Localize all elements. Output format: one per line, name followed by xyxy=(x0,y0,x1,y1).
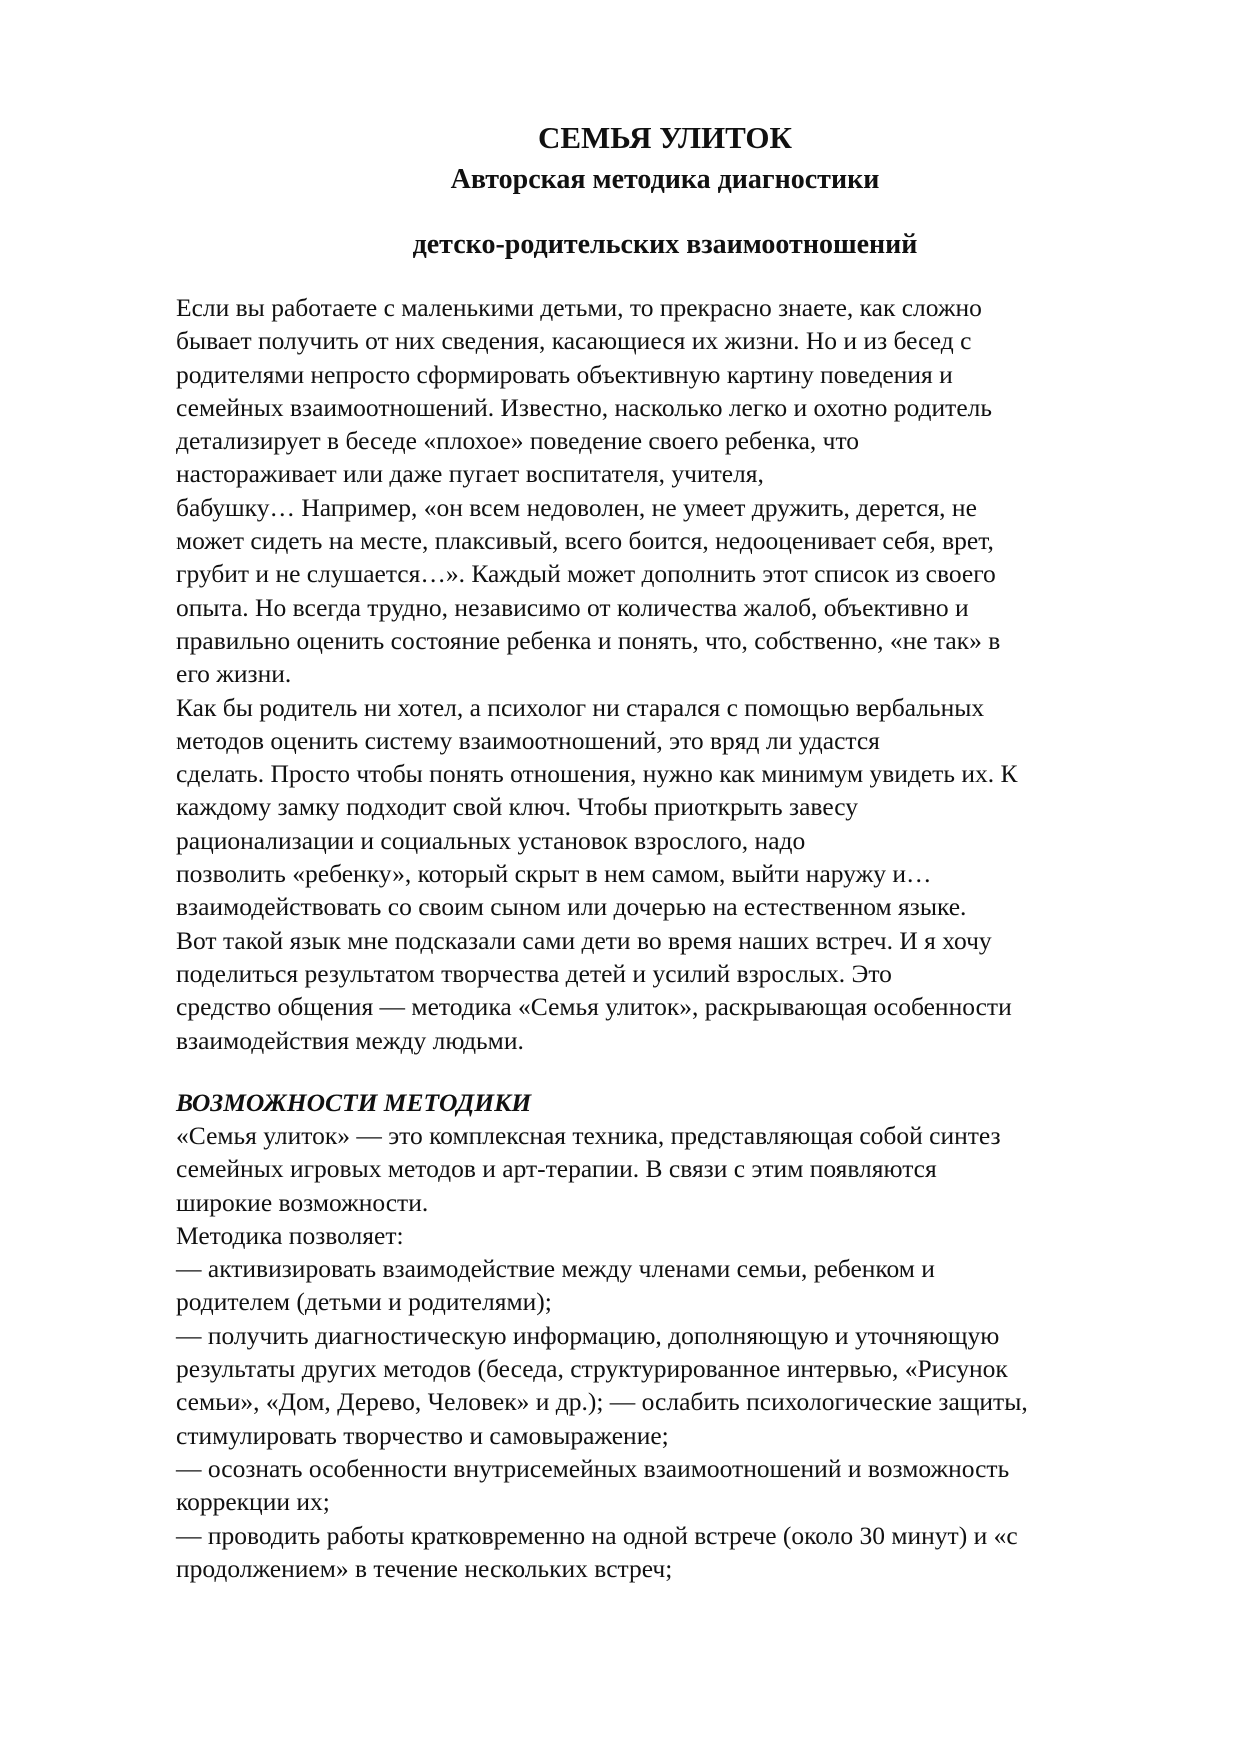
text-line: Если вы работаете с маленькими детьми, то прекрасно знаете, как сложно xyxy=(176,293,982,322)
text-line: методов оценить систему взаимоотношений, это вряд ли удастся xyxy=(176,725,880,755)
text-line: грубит и не слушается…». Каждый может дополнить этот список из своего xyxy=(176,559,996,589)
list-item-line: — получить диагностическую информацию, дополняющую и уточняющую xyxy=(176,1320,1000,1350)
text-line: рационализации и социальных установок взрослого, надо xyxy=(176,825,806,855)
text-line: Методика позволяет: xyxy=(176,1220,404,1250)
section-heading: ВОЗМОЖНОСТИ МЕТОДИКИ xyxy=(176,1088,532,1117)
text-line: позволить «ребенку», который скрыт в нем самом, выйти наружу и… xyxy=(176,859,932,889)
intro-paragraphs xyxy=(176,291,1176,1057)
text-line: детализирует в беседе «плохое» поведение своего ребенка, что xyxy=(176,426,860,456)
text-line: семейных взаимоотношений. Известно, насколько легко и охотно родитель xyxy=(176,392,992,422)
text-line: взаимодействовать со своим сыном или дочерью на естественном языке. xyxy=(176,892,967,922)
list-item-line: родителем (детьми и родителями); xyxy=(176,1287,552,1317)
section-paragraphs xyxy=(176,1119,1176,1585)
list-item-line: — осознать особенности внутрисемейных взаимоотношений и возможность xyxy=(176,1453,1010,1483)
text-line: родителями непросто сформировать объективную картину поведения и xyxy=(176,359,953,389)
list-item-line: продолжением» в течение нескольких встреч; xyxy=(176,1553,673,1583)
text-line: широкие возможности. xyxy=(176,1187,429,1217)
text-line: бывает получить от них сведения, касающиеся их жизни. Но и из бесед с xyxy=(176,326,972,356)
text-line: каждому замку подходит свой ключ. Чтобы приоткрыть завесу xyxy=(176,792,859,822)
text-line: взаимодействия между людьми. xyxy=(176,1025,524,1055)
list-item-line: результаты других методов (беседа, структурированное интервью, «Рисунок xyxy=(176,1354,1008,1384)
text-line: средство общения — методика «Семья улиток», раскрывающая особенности xyxy=(176,992,1012,1022)
text-line: настораживает или даже пугает воспитателя, учителя, xyxy=(176,459,764,489)
text-line: опыта. Но всегда трудно, независимо от количества жалоб, объективно и xyxy=(176,592,969,622)
text-line: Как бы родитель ни хотел, а психолог ни старался с помощью вербальных xyxy=(176,692,985,722)
text-line: сделать. Просто чтобы понять отношения, нужно как минимум увидеть их. К xyxy=(176,759,1018,789)
text-line: семейных игровых методов и арт-терапии. В связи с этим появляются xyxy=(176,1154,937,1184)
document-subtitle-line-1: Авторская методика диагностики xyxy=(450,164,880,195)
list-item-line: — проводить работы кратковременно на одной встрече (около 30 минут) и «с xyxy=(176,1520,1018,1550)
list-item-line: семьи», «Дом, Дерево, Человек» и др.); — ослабить психологические защиты, xyxy=(176,1387,1028,1417)
text-line: бабушку… Например, «он всем недоволен, не умеет дружить, дерется, не xyxy=(176,492,977,522)
document-subtitle-line-2: детско-родительских взаимоотношений xyxy=(412,229,918,260)
list-item-line: коррекции их; xyxy=(176,1487,330,1517)
text-line: Вот такой язык мне подсказали сами дети во время наших встреч. И я хочу xyxy=(176,925,992,955)
text-line: его жизни. xyxy=(176,659,292,689)
list-item-line: — активизировать взаимодействие между членами семьи, ребенком и xyxy=(176,1254,935,1284)
text-line: поделиться результатом творчества детей и усилий взрослых. Это xyxy=(176,958,892,988)
document-title: СЕМЬЯ УЛИТОК xyxy=(537,120,793,155)
list-item-line: стимулировать творчество и самовыражение; xyxy=(176,1420,669,1450)
text-line: может сидеть на месте, плаксивый, всего боится, недооценивает себя, врет, xyxy=(176,526,994,556)
text-line: «Семья улиток» — это комплексная техника, представляющая собой синтез xyxy=(176,1121,1001,1150)
text-line: правильно оценить состояние ребенка и понять, что, собственно, «не так» в xyxy=(176,625,1001,655)
